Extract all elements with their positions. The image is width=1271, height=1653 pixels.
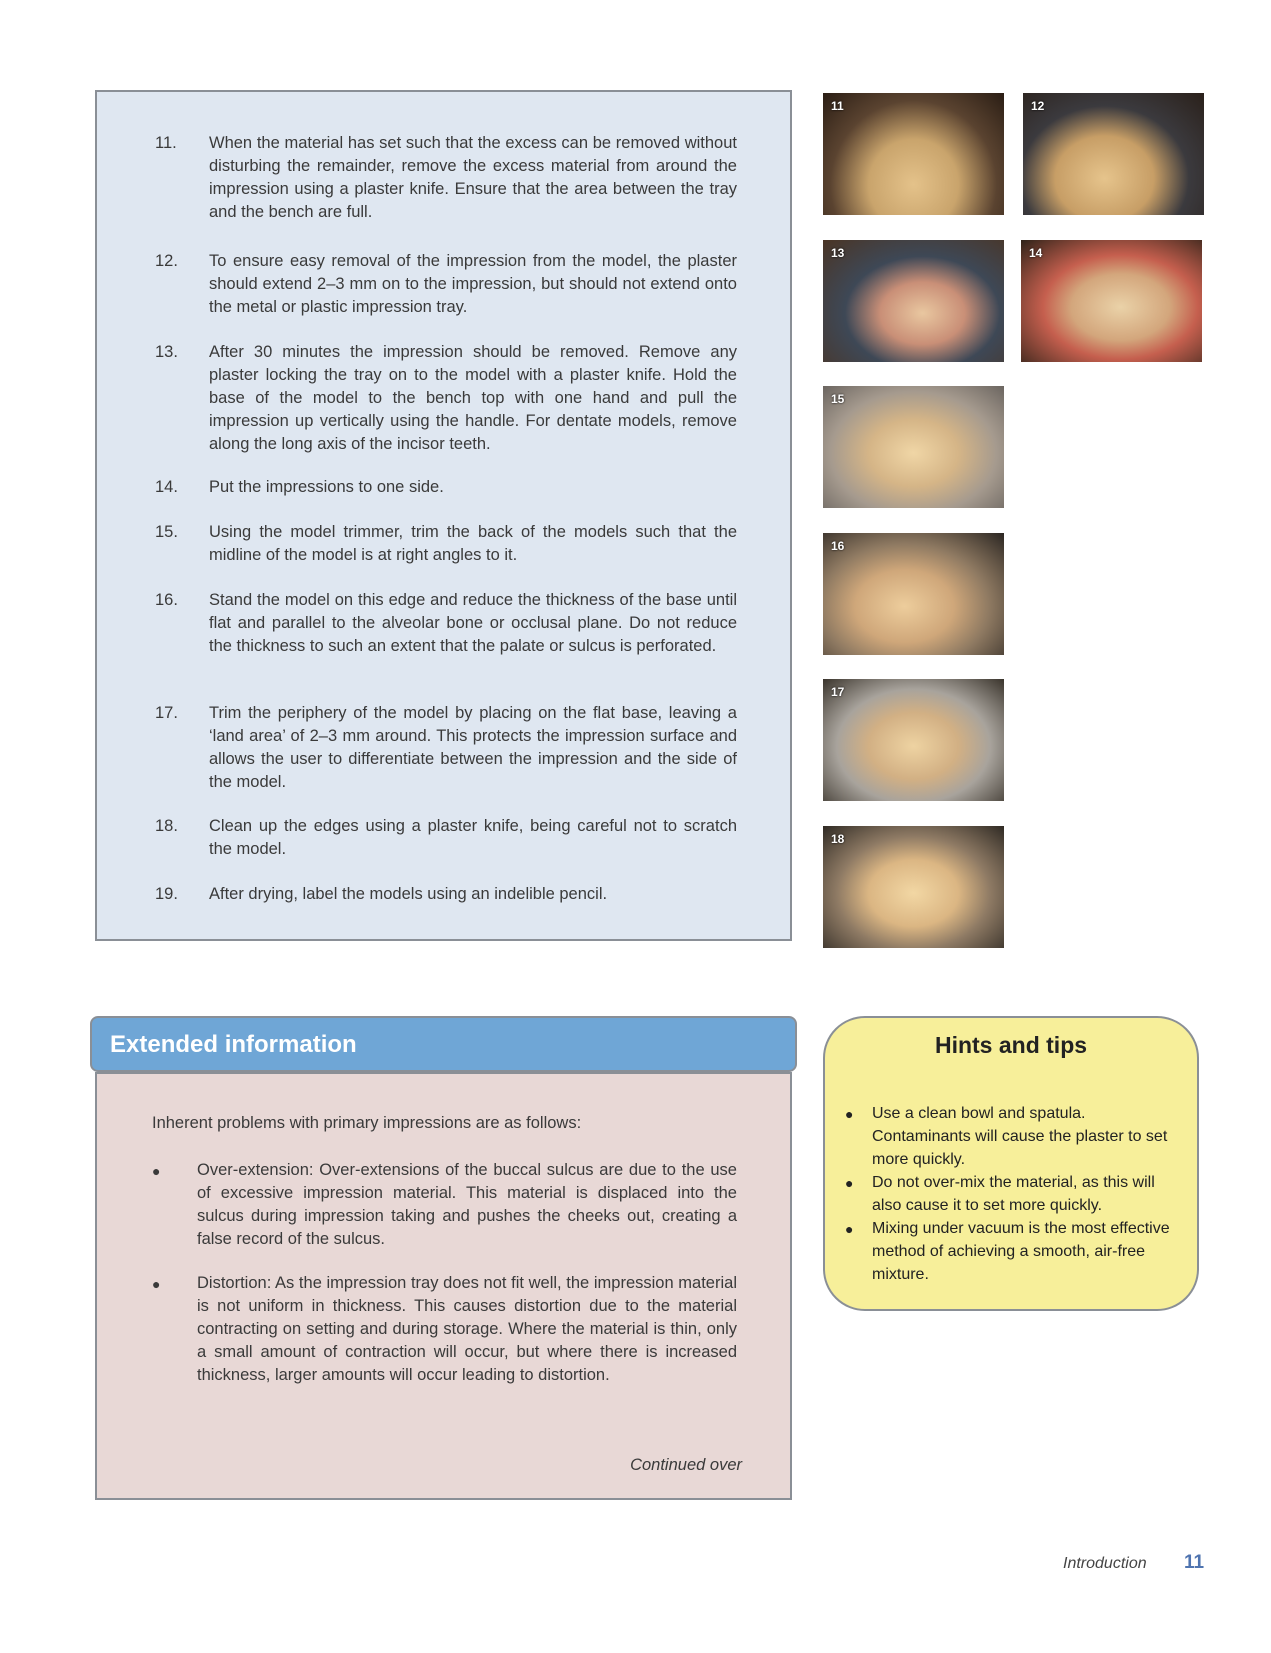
extended-info-intro: Inherent problems with primary impressions are as follows:	[152, 1114, 582, 1132]
step-photo	[823, 533, 1004, 655]
step-text: Using the model trimmer, trim the back of the models such that the midline of the model is at right angles to it.	[209, 523, 737, 564]
photo-number: 15	[831, 392, 845, 406]
photo-number: 13	[831, 246, 845, 260]
photo-number: 14	[1029, 246, 1043, 260]
step-photo	[823, 679, 1004, 801]
photo-number: 12	[1031, 99, 1045, 113]
step-text: Clean up the edges using a plaster knife, being careful not to scratch the model.	[209, 817, 737, 858]
bullet-icon: ●	[845, 1175, 854, 1191]
step-number: 18.	[155, 817, 178, 835]
hint-item: Do not over-mix the material, as this will also cause it to set more quickly.	[872, 1174, 1155, 1214]
extended-info-bullet: Over-extension: Over-extensions of the buccal sulcus are due to the use of excessive impression material. This material is displaced into the sulcus during impression taking and pushes the cheeks out, creating a false record of the sulcus.	[197, 1161, 737, 1248]
step-number: 12.	[155, 252, 178, 270]
continued-note: Continued over	[630, 1456, 742, 1474]
step-photo	[823, 240, 1004, 362]
step-photo	[1021, 240, 1202, 362]
extended-info-header	[90, 1016, 797, 1072]
step-text: Put the impressions to one side.	[209, 478, 444, 496]
photo-number: 16	[831, 539, 845, 553]
step-number: 16.	[155, 591, 178, 609]
step-photo	[1023, 93, 1204, 215]
step-number: 13.	[155, 343, 178, 361]
hints-title: Hints and tips	[934, 1032, 1088, 1058]
step-text: When the material has set such that the excess can be removed without disturbing the remainder, remove the excess material from around the impression using a plaster knife. Ensure that the area between the tray and the bench are full.	[209, 134, 737, 221]
photo-number: 17	[831, 685, 845, 699]
hint-item: Mixing under vacuum is the most effective method of achieving a smooth, air-free mixture.	[872, 1220, 1170, 1283]
bullet-icon: ●	[845, 1106, 854, 1122]
extended-info-title: Extended information	[110, 1031, 357, 1058]
step-text: To ensure easy removal of the impression from the model, the plaster should extend 2–3 mm on to the impression, but should not extend onto the metal or plastic impression tray.	[209, 252, 737, 316]
step-text: After 30 minutes the impression should be removed. Remove any plaster locking the tray on to the model with a plaster knife. Hold the base of the model to the bench top with one hand and pull the impression up vertically using the handle. For dentate models, remove along the long axis of the incisor teeth.	[209, 343, 737, 453]
photo-number: 18	[831, 832, 845, 846]
step-photo	[823, 93, 1004, 215]
step-number: 19.	[155, 885, 178, 903]
bullet-icon: ●	[152, 1163, 161, 1179]
extended-info-bullet: Distortion: As the impression tray does not fit well, the impression material is not uniform in thickness. This causes distortion due to the material contracting on setting and during storage. Where the material is thin, only a small amount of contraction will occur, but where there is increased thickness, larger amounts will occur leading to distortion.	[197, 1274, 737, 1384]
bullet-icon: ●	[152, 1276, 161, 1292]
step-number: 15.	[155, 523, 178, 541]
bullet-icon: ●	[845, 1221, 854, 1237]
extended-info-body	[95, 1072, 792, 1500]
step-number: 14.	[155, 478, 178, 496]
step-text: Stand the model on this edge and reduce the thickness of the base until flat and parallel to the alveolar bone or occlusal plane. Do not reduce the thickness to such an extent that the palate or sulcus is perforated.	[209, 591, 737, 655]
step-number: 17.	[155, 704, 178, 722]
steps-box	[95, 90, 792, 941]
step-photo	[823, 386, 1004, 508]
footer-section-name: Introduction	[1063, 1555, 1147, 1572]
step-text: After drying, label the models using an indelible pencil.	[209, 885, 608, 903]
step-number: 11.	[155, 134, 177, 152]
photo-number: 11	[831, 99, 844, 113]
hint-item: Use a clean bowl and spatula. Contaminants will cause the plaster to set more quickly.	[872, 1105, 1168, 1168]
hints-and-tips-box	[823, 1016, 1199, 1311]
step-text: Trim the periphery of the model by placing on the flat base, leaving a ‘land area’ of 2–3 mm around. This protects the impression surface and allows the user to differentiate between the impression and the side of the model.	[209, 704, 737, 791]
step-photo	[823, 826, 1004, 948]
page-number: 11	[1184, 1552, 1205, 1573]
